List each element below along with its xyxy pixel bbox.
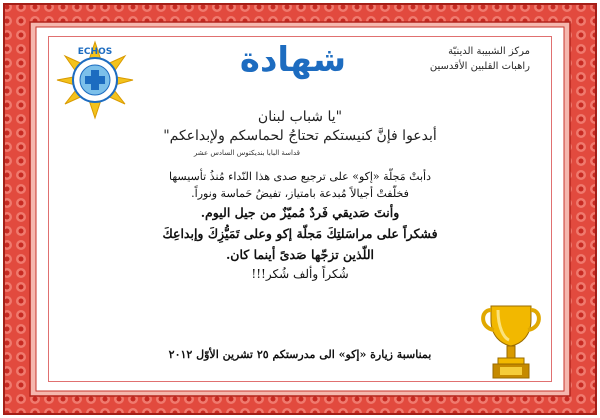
body-line-1: دأبتْ مَجلّة «إكو» على ترجيع صدى هذا النّداء مُنذُ تأسيسها bbox=[169, 170, 431, 183]
logo-text: ECHOS bbox=[77, 47, 113, 57]
org-line-2: راهبات القلبين الأقدسين bbox=[429, 61, 530, 72]
quote-line-2: أبدعوا فإنَّ كنيستكم تحتاجُ لحماسكم ولإبداعكم" bbox=[163, 128, 437, 144]
quote-author: قداسة البابا بنديكتوس السادس عشر bbox=[193, 149, 300, 157]
body-line-2: فخلّفتْ أجيالاً مُبدعة بامتياز، تفيضُ حَماسة ونوراً. bbox=[191, 187, 409, 200]
echos-logo-icon bbox=[55, 40, 135, 120]
body-line-3: وأنتَ صَديقي فَردٌ مُميّزٌ من جيل اليوم. bbox=[200, 205, 400, 220]
certificate-body bbox=[120, 168, 480, 284]
occasion-line: بمناسبة زيارة «إكو» الى مدرستكم ٢٥ تشرين الأوّل ٢٠١٢ bbox=[168, 348, 432, 361]
org-line-1: مركز الشبيبة الدينيّة bbox=[448, 46, 530, 57]
certificate-title: شهادة bbox=[239, 40, 347, 80]
body-line-4: فشكراً على مراسَلتِكَ مَجلّة إكو وعلى تَمَيُّزِكَ وإبداعِكَ bbox=[162, 226, 438, 241]
trophy-icon bbox=[476, 300, 546, 385]
quote-line-1: "يا شباب لبنان bbox=[257, 109, 343, 125]
organization-name bbox=[380, 44, 530, 74]
body-line-5: اللّذين تزجّها صَدىً أينما كان. bbox=[225, 247, 375, 262]
body-line-6: شُكراً وألف شُكر!!! bbox=[251, 267, 349, 281]
